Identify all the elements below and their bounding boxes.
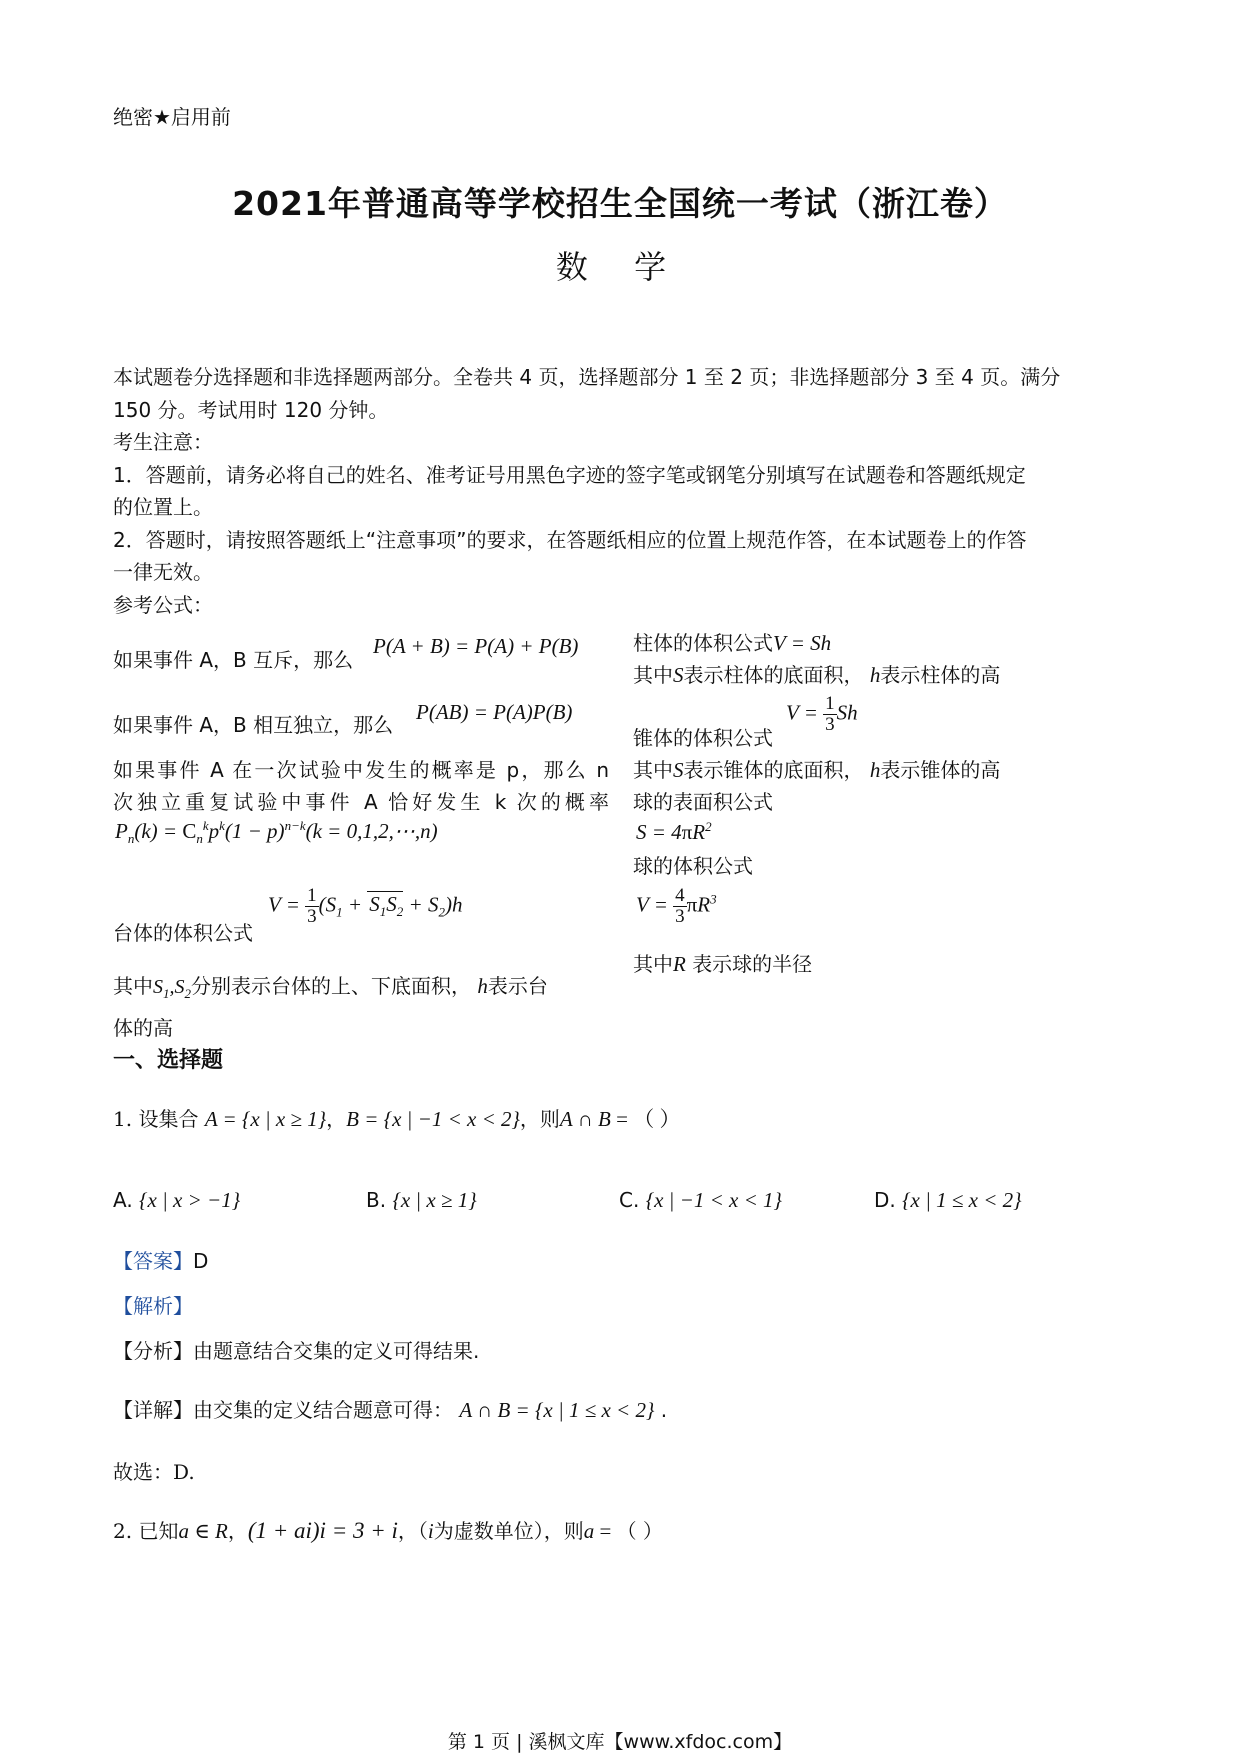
sphere-volume-formula: V = $\frac{4}{3}$ $\pi R^3$ xyxy=(636,885,717,927)
page-footer: 第 1 页 | 溪枫文库【www.xfdoc.com】 xyxy=(447,1731,793,1753)
note-1-line-2: 的位置上。 xyxy=(113,495,213,519)
note-2-line-2: 一律无效。 xyxy=(113,560,213,584)
note-2-line-1: 2．答题时，请按照答题纸上“注意事项”的要求，在答题纸相应的位置上规范作答，在本试题卷上的作答 xyxy=(113,528,1027,552)
intro-line-1: 本试题卷分选择题和非选择题两部分。全卷共 4 页，选择题部分 1 至 2 页；非选择题部分 3 至 4 页。满分 xyxy=(113,365,1061,389)
independent-label: 如果事件 A，B 相互独立，那么 xyxy=(113,713,394,737)
q1-stem: 1. 设集合 A = {x | x ≥ 1}，B = {x | −1 < x < 2}，则A ∩ B = （ ） xyxy=(113,1107,681,1131)
q1-option-c[interactable]: C. {x | −1 < x < 1} xyxy=(619,1188,782,1212)
section-heading: 一、选择题 xyxy=(113,1048,224,1073)
q1-option-b[interactable]: B. {x | x ≥ 1} xyxy=(366,1188,477,1212)
independent-formula: P(AB) = P(A)P(B) xyxy=(416,700,573,724)
q1-option-a[interactable]: A. {x | x > −1} xyxy=(113,1188,241,1212)
frustum-formula: V = $\frac{1}{3}$ $(S_1 + S_1S_2 + S_2)h$ xyxy=(268,885,463,927)
exclusive-label: 如果事件 A，B 互斥，那么 xyxy=(113,648,354,672)
exclusive-formula: P(A + B) = P(A) + P(B) xyxy=(373,634,579,658)
frustum-note-line-2: 体的高 xyxy=(113,1016,173,1040)
frustum-note: 其中$S_1,S_2$分别表示台体的上、下底面积， h表示台 xyxy=(113,974,548,1001)
frustum-label: 台体的体积公式 xyxy=(113,921,253,945)
binomial-line-2: 次独立重复试验中事件 A 恰好发生 k 次的概率 xyxy=(113,790,609,814)
binomial-formula: $P_n(k) = C_n^kp^k(1 - p)^{n-k}(k$ = 0,1,2,⋯,n) xyxy=(115,818,438,847)
confidential-label: 绝密★启用前 xyxy=(113,105,231,129)
intro-line-2: 150 分。考试用时 120 分钟。 xyxy=(113,398,389,422)
q1-analysis-label: 【解析】 xyxy=(113,1294,193,1318)
prism-label: 柱体的体积公式V = Sh xyxy=(633,631,832,655)
prism-note: 其中S表示柱体的底面积， h表示柱体的高 xyxy=(633,663,1001,687)
q1-answer: 【答案】D xyxy=(113,1249,209,1273)
sphere-note: 其中R 表示球的半径 xyxy=(633,952,813,976)
subject-title: 数 学 xyxy=(555,248,685,286)
page-title: 2021年普通高等学校招生全国统一考试（浙江卷） xyxy=(232,184,1008,223)
cone-note: 其中S表示锥体的底面积， h表示锥体的高 xyxy=(633,758,1001,782)
sphere-volume-label: 球的体积公式 xyxy=(633,854,753,878)
sphere-area-formula: $S = 4\pi R^2$ xyxy=(636,819,712,844)
q1-choose: 故选：D. xyxy=(113,1460,195,1484)
q1-option-d[interactable]: D. {x | 1 ≤ x < 2} xyxy=(874,1188,1022,1212)
q2-stem: 2. 已知a ∈ R，(1 + ai)i = 3 + i，（i为虚数单位），则a = （ ） xyxy=(113,1518,663,1543)
cone-formula: V = $\frac{1}{3}$ Sh xyxy=(786,693,858,735)
q1-fenxi: 【分析】由题意结合交集的定义可得结果. xyxy=(113,1339,480,1363)
q1-xiangjie: 【详解】由交集的定义结合题意可得： A ∩ B = {x | 1 ≤ x < 2} . xyxy=(113,1398,668,1422)
notice-label: 考生注意： xyxy=(113,430,213,454)
note-1-line-1: 1．答题前，请务必将自己的姓名、准考证号用黑色字迹的签字笔或钢笔分别填写在试题卷和答题纸规定 xyxy=(113,463,1026,487)
formula-label: 参考公式： xyxy=(113,593,213,617)
cone-label: 锥体的体积公式 xyxy=(633,726,773,750)
binomial-line-1: 如果事件 A 在一次试验中发生的概率是 p，那么 n xyxy=(113,758,609,782)
sphere-area-label: 球的表面积公式 xyxy=(633,790,773,814)
